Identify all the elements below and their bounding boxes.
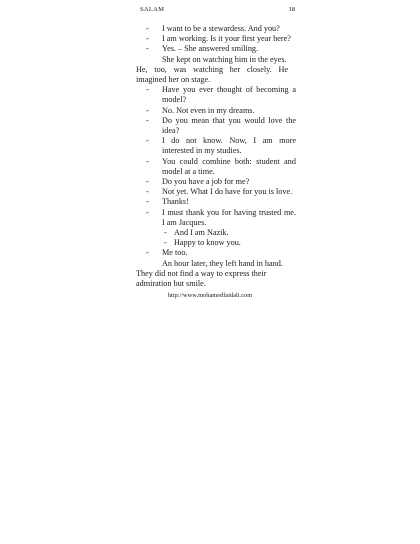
dialogue-text: I am working. Is it your first year here? — [162, 34, 291, 44]
dialogue-dash: - — [146, 44, 149, 54]
footer-url: http://www.mohamedfaidali.com — [167, 292, 253, 299]
page-header — [140, 6, 295, 18]
dialogue-dash: - — [164, 228, 167, 238]
dialogue-text: Me too. — [162, 248, 188, 258]
dialogue-text: Thanks! — [162, 197, 189, 207]
dialogue-text: You could combine both: student and model at a time. — [162, 156, 296, 176]
dialogue-text: Have you ever thought of becoming a model? — [162, 85, 296, 105]
dialogue-dash: - — [146, 197, 149, 207]
dialogue-line — [136, 116, 296, 136]
dialogue-dash: - — [146, 34, 149, 44]
dialogue-line — [136, 85, 296, 105]
dialogue-line — [136, 197, 296, 207]
dialogue-line — [136, 136, 296, 156]
dialogue-dash: - — [146, 177, 149, 187]
dialogue-dash: - — [146, 248, 149, 258]
dialogue-line — [136, 106, 296, 116]
dialogue-text: Do you mean that you would love the idea? — [162, 115, 296, 136]
dialogue-dash: - — [146, 115, 149, 125]
dialogue-line — [136, 177, 296, 187]
dialogue-line — [136, 44, 296, 54]
dialogue-line-nested — [136, 228, 296, 238]
dialogue-dash: - — [146, 105, 149, 115]
dialogue-text: Not yet. What I do have for you is love. — [162, 187, 293, 197]
dialogue-text: Yes. – She answered smiling. — [162, 44, 259, 54]
dialogue-text: I do not know. Now, I am more interested in my studies. — [162, 136, 296, 156]
dialogue-text: I must thank you for having trusted me. I am Jacques. — [162, 207, 296, 227]
page-body — [136, 24, 296, 289]
dialogue-text: Do you have a job for me? — [162, 177, 250, 187]
dialogue-text: I want to be a stewardess. And you? — [162, 24, 280, 33]
dialogue-line — [136, 187, 296, 197]
dialogue-line — [136, 157, 296, 177]
dialogue-dash: - — [146, 136, 149, 146]
book-title: SALAM — [140, 6, 165, 13]
dialogue-text: Happy to know you. — [174, 238, 241, 248]
page-number: 18 — [288, 6, 295, 13]
dialogue-line — [136, 34, 296, 44]
dialogue-dash: - — [164, 238, 167, 248]
dialogue-line — [136, 24, 296, 34]
dialogue-dash: - — [146, 24, 149, 33]
dialogue-line — [136, 248, 296, 258]
narration-line: She kept on watching him in the eyes. — [162, 54, 287, 64]
dialogue-line-nested — [136, 238, 296, 248]
dialogue-dash: - — [146, 156, 149, 166]
dialogue-line — [136, 208, 296, 228]
dialogue-text: And I am Nazik. — [174, 228, 229, 238]
dialogue-text: No. Not even in my dreams. — [162, 105, 255, 115]
narration-paragraph: They did not find a way to express their admiration but smile. — [136, 268, 267, 289]
dialogue-dash: - — [146, 187, 149, 197]
narration-line: An hour later, they left hand in hand. — [162, 258, 283, 268]
narration-paragraph: He, too, was watching her closely. He imagined her on stage. — [136, 64, 288, 85]
dialogue-dash: - — [146, 85, 149, 95]
dialogue-dash: - — [146, 207, 149, 217]
